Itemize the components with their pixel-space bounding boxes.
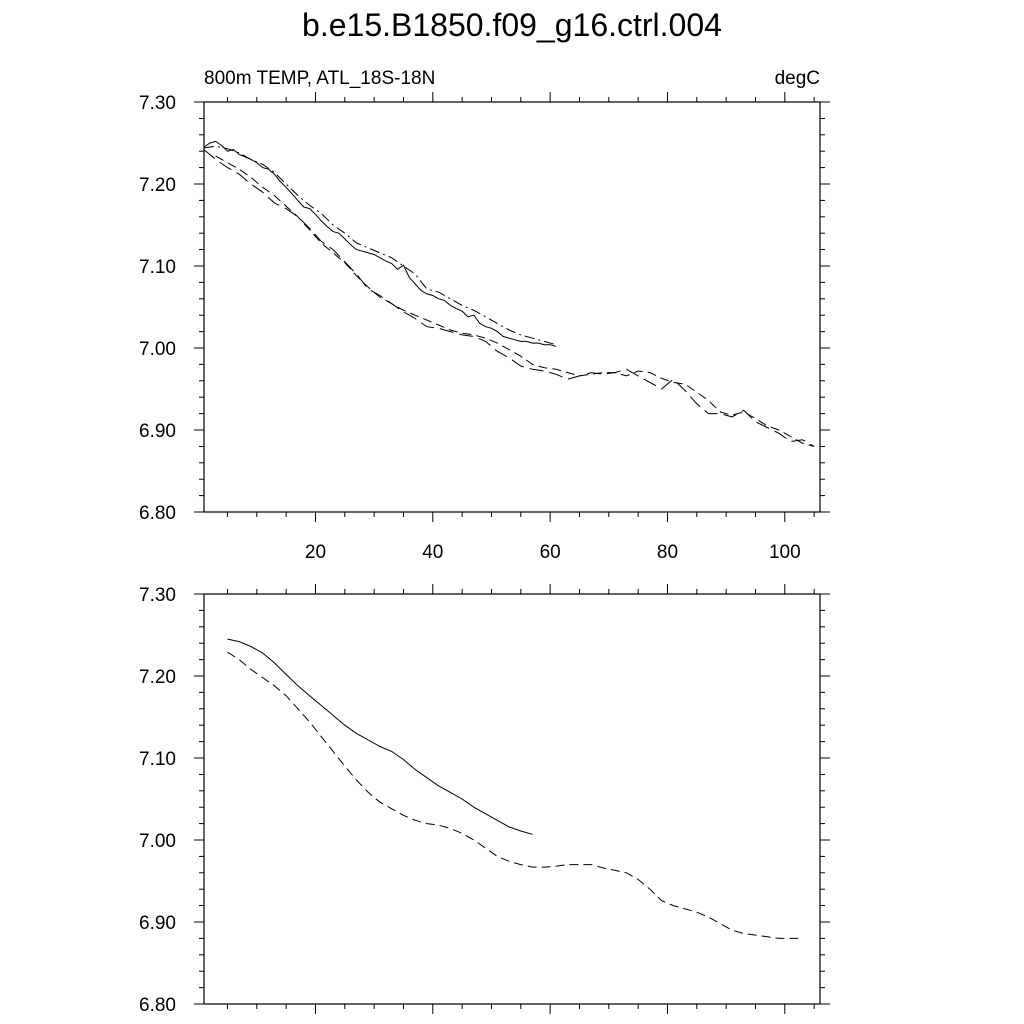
y-tick-label: 7.30 [139, 93, 176, 114]
y-tick-label: 6.80 [139, 503, 176, 524]
series-line-solid [204, 141, 556, 346]
y-tick-label: 7.10 [139, 749, 176, 770]
series-line-dashdot [204, 146, 556, 344]
plot-frame [204, 594, 820, 1004]
series-line-dashed [216, 156, 814, 446]
y-tick-label: 7.00 [139, 339, 176, 360]
top-panel [139, 92, 830, 563]
y-tick-label: 7.20 [139, 667, 176, 688]
series-line-solid [228, 639, 533, 834]
series-line-dashed [228, 652, 803, 938]
y-tick-label: 7.30 [139, 585, 176, 606]
y-tick-label: 7.00 [139, 831, 176, 852]
x-tick-label: 100 [768, 542, 801, 563]
y-tick-label: 7.20 [139, 175, 176, 196]
plot-frame [204, 102, 820, 512]
units-label: degC [774, 68, 820, 89]
bottom-panel [139, 584, 830, 1016]
chart-title: b.e15.B1850.f09_g16.ctrl.004 [302, 7, 722, 43]
x-tick-label: 20 [304, 542, 327, 563]
left-subtitle: 800m TEMP, ATL_18S-18N [204, 68, 436, 89]
x-tick-label: 80 [656, 542, 679, 563]
x-tick-label: 40 [422, 542, 444, 563]
y-tick-label: 6.90 [139, 913, 176, 934]
x-tick-label: 60 [539, 542, 561, 563]
y-tick-label: 6.90 [139, 421, 176, 442]
y-tick-label: 7.10 [139, 257, 176, 278]
y-tick-label: 6.80 [139, 995, 176, 1016]
series-line-longdash [204, 150, 814, 447]
